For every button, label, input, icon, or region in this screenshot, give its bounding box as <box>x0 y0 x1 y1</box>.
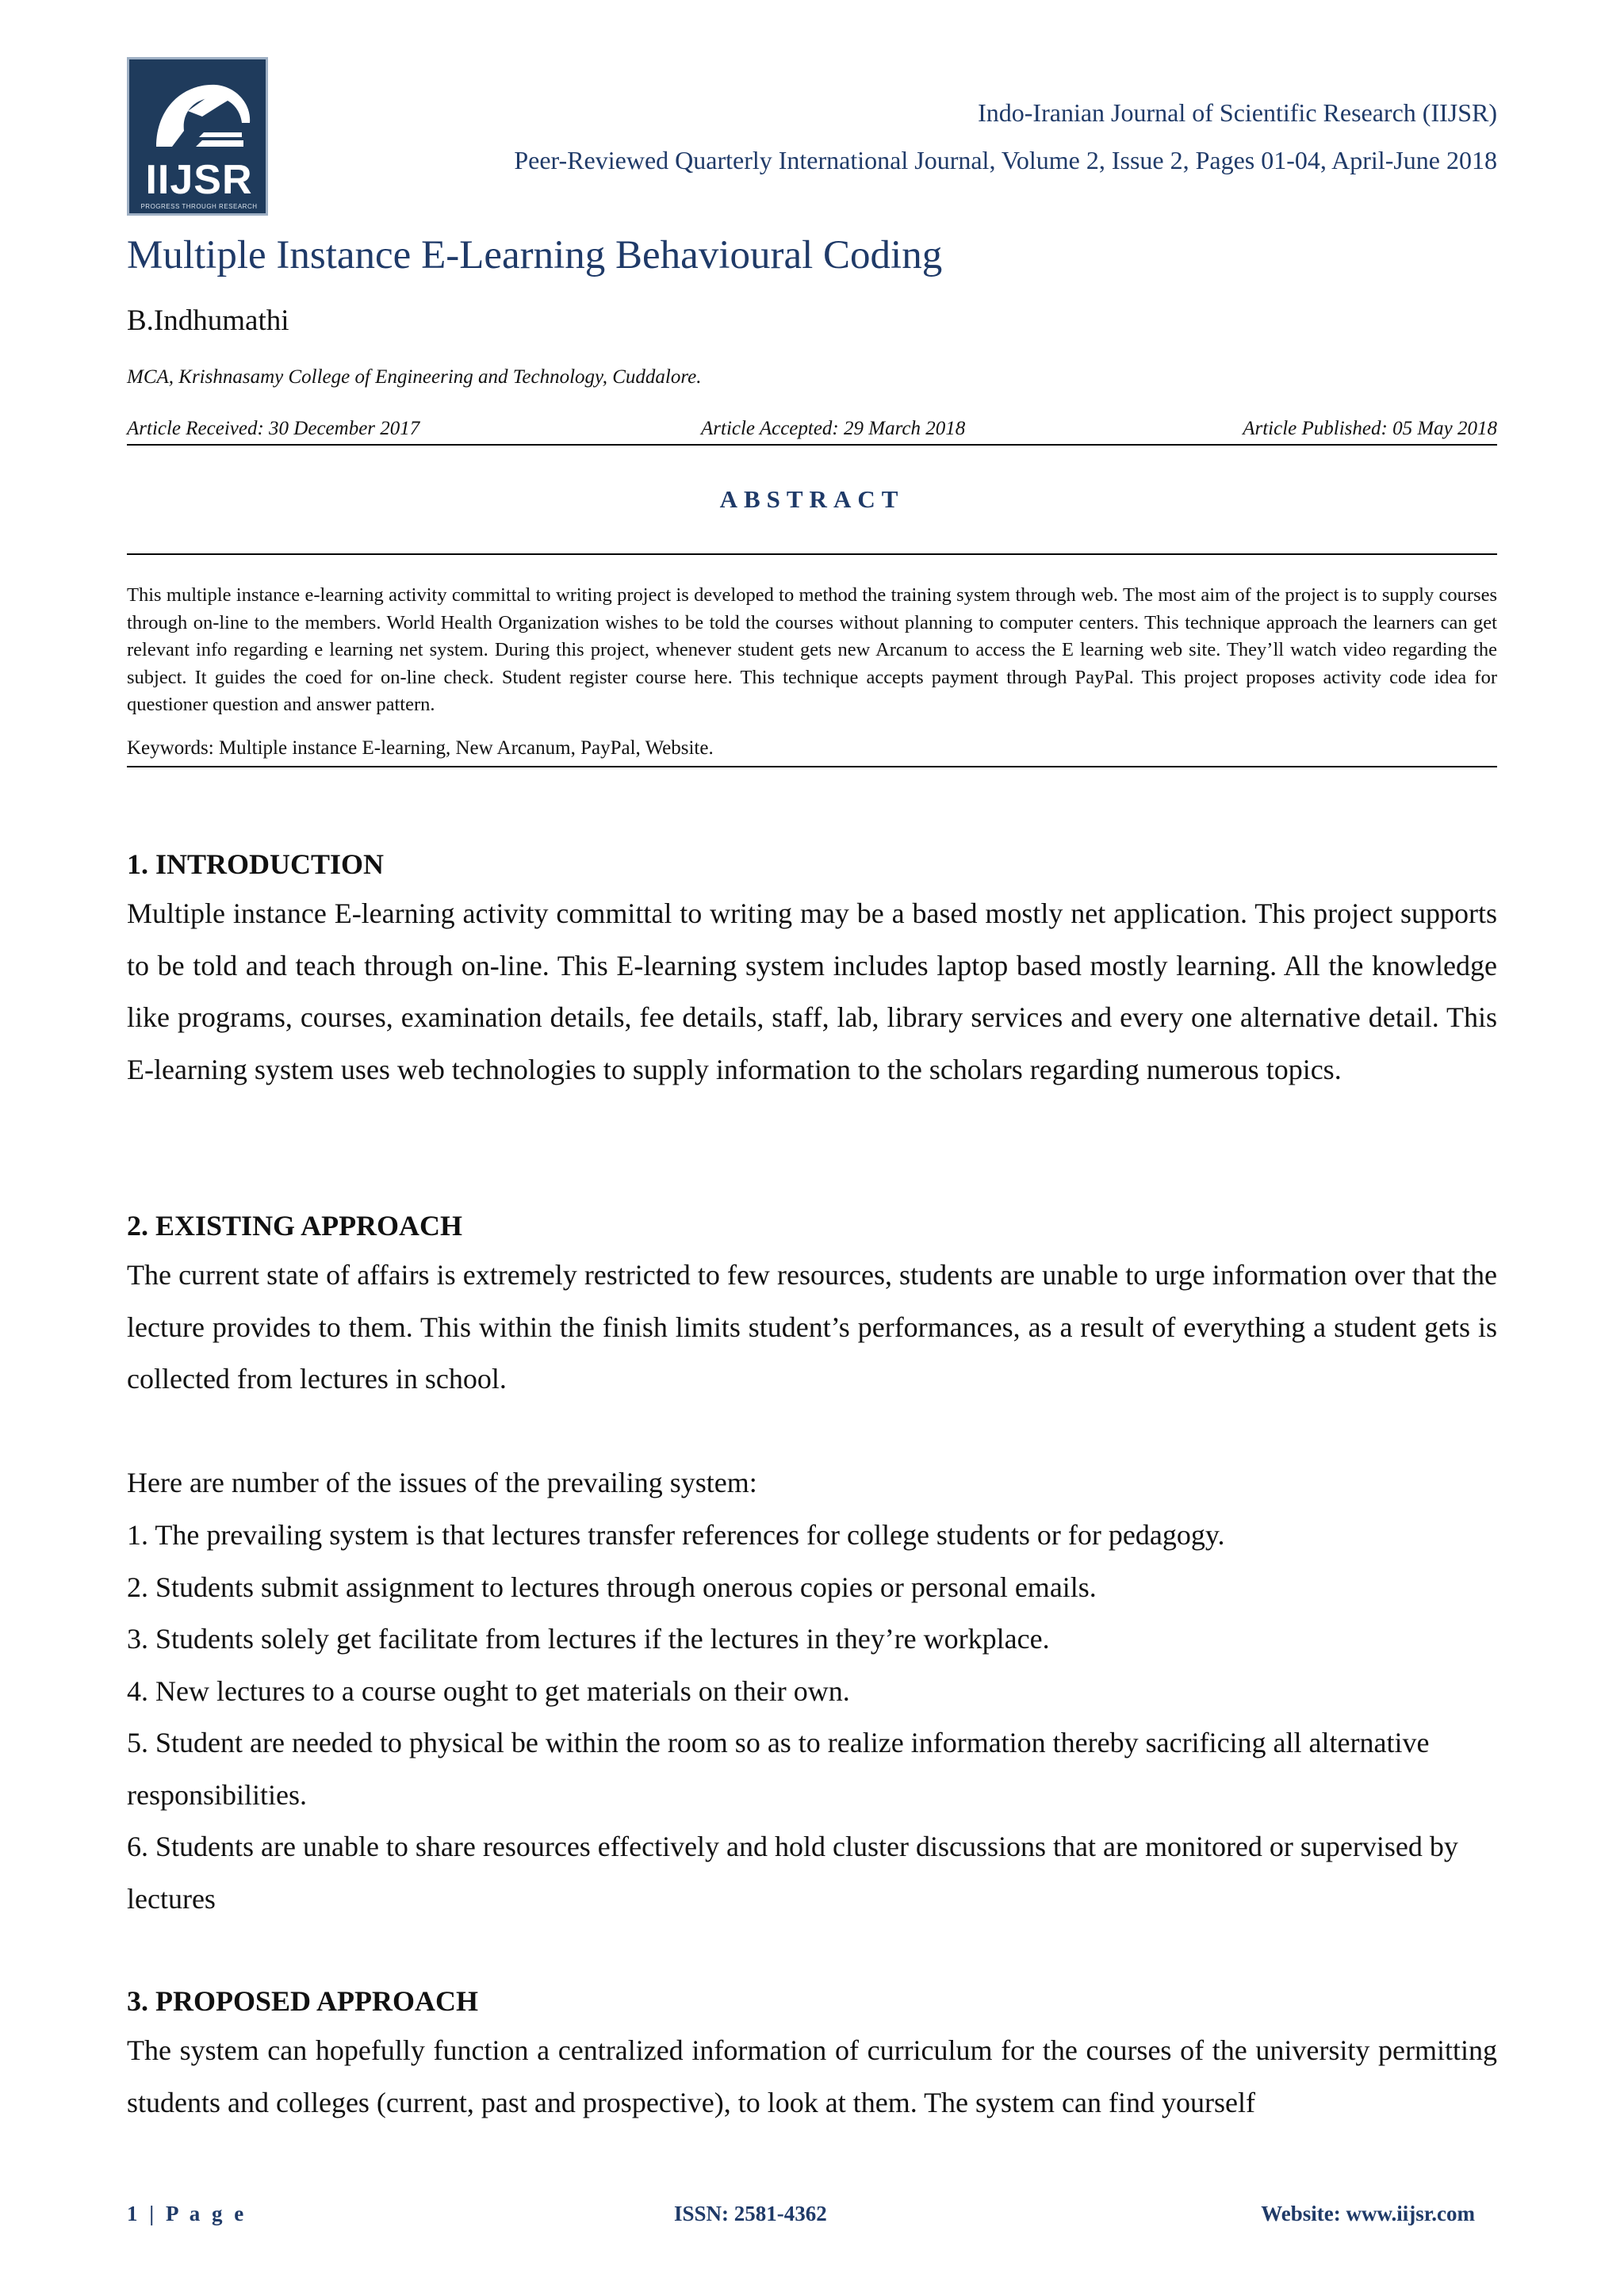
list-item: 4. New lectures to a course ought to get materials on their own. <box>127 1674 850 1707</box>
journal-issue: Peer-Reviewed Quarterly International Journal, Volume 2, Issue 2, Pages 01-04, April-June 2018 <box>514 146 1497 174</box>
introduction-text: Multiple instance E-learning activity committal to writing may be a based mostly net application. This project supports to be told and teach through on-line. This E-learning system includes laptop based mostly learning. All the knowledge like programs, courses, examination details, fee details, staff, lab, library services and every one alternative detail. This E-learning system uses web technologies to supply information to the scholars regarding numerous topics. <box>127 897 1497 1085</box>
issues-intro: Here are number of the issues of the prevailing system: <box>127 1467 757 1498</box>
abstract-heading: ABSTRACT <box>719 485 905 513</box>
date-received: Article Received: 30 December 2017 <box>127 418 420 439</box>
date-published: Article Published: 05 May 2018 <box>1243 418 1497 439</box>
author-affiliation: MCA, Krishnasamy College of Engineering and Technology, Cuddalore. <box>127 366 702 388</box>
article-dates <box>127 415 1497 446</box>
existing-text: The current state of affairs is extremely restricted to few resources, students are unable to urge information over that the lecture provides to them. This within the finish limits student’s performances, as a result of everything a student gets is collected from lectures in school. <box>127 1259 1497 1395</box>
website: Website: www.iijsr.com <box>1261 2202 1475 2225</box>
list-item: 2. Students submit assignment to lectures through onerous copies or personal emails. <box>127 1571 1097 1603</box>
list-item: 6. Students are unable to share resources effectively and hold cluster discussions that are monitored or supervised by lectures <box>127 1831 1458 1915</box>
abstract-bottom-divider <box>127 766 1497 767</box>
page-number: 1 | P a g e <box>127 2202 247 2225</box>
date-accepted: Article Accepted: 29 March 2018 <box>701 418 966 439</box>
journal-logo <box>127 57 268 216</box>
logo-emblem-icon <box>140 67 259 159</box>
article-author: B.Indhumathi <box>127 304 289 337</box>
logo-tagline: PROGRESS THROUGH RESEARCH <box>140 203 258 210</box>
list-item: 3. Students solely get facilitate from lectures if the lectures in they’re workplace. <box>127 1623 1050 1655</box>
section-heading-proposed: 3. PROPOSED APPROACH <box>127 1985 479 2017</box>
abstract-text: This multiple instance e-learning activity committal to writing project is developed to method the training system through web. The most aim of the project is to supply courses through on-line to the members. World Health Organization wishes to be told the courses without planning to computer centers. This technique approach the learners can get relevant info regarding e learning net system. During this project, whenever student gets new Arcanum to access the E learning web site. They’ll watch video regarding the subject. It guides the coed for on-line check. Student register course here. This technique accepts payment through PayPal. This project proposes activity code idea for questioner question and answer pattern. <box>127 584 1497 715</box>
journal-name: Indo-Iranian Journal of Scientific Research (IIJSR) <box>978 98 1497 127</box>
proposed-text: The system can hopefully function a centralized information of curriculum for the courses of the university permitting students and colleges (current, past and prospective), to look at them. The system can find yourself <box>127 2034 1497 2118</box>
list-item: 5. Student are needed to physical be within the room so as to realize information thereby sacrificing all alternative responsibilities. <box>127 1727 1430 1811</box>
article-title: Multiple Instance E-Learning Behavioural Coding <box>127 233 943 277</box>
issn: ISSN: 2581-4362 <box>674 2202 827 2225</box>
journal-header <box>514 89 1497 184</box>
list-item: 1. The prevailing system is that lectures transfer references for college students or for pedagogy. <box>127 1519 1225 1551</box>
page-footer <box>127 2199 1475 2228</box>
abstract-top-divider <box>127 553 1497 555</box>
section-heading-existing: 2. EXISTING APPROACH <box>127 1210 463 1242</box>
issues-list <box>127 1510 1497 1925</box>
keywords: Keywords: Multiple instance E-learning, New Arcanum, PayPal, Website. <box>127 737 714 759</box>
logo-text: IIJSR <box>145 157 253 203</box>
section-heading-introduction: 1. INTRODUCTION <box>127 848 385 880</box>
